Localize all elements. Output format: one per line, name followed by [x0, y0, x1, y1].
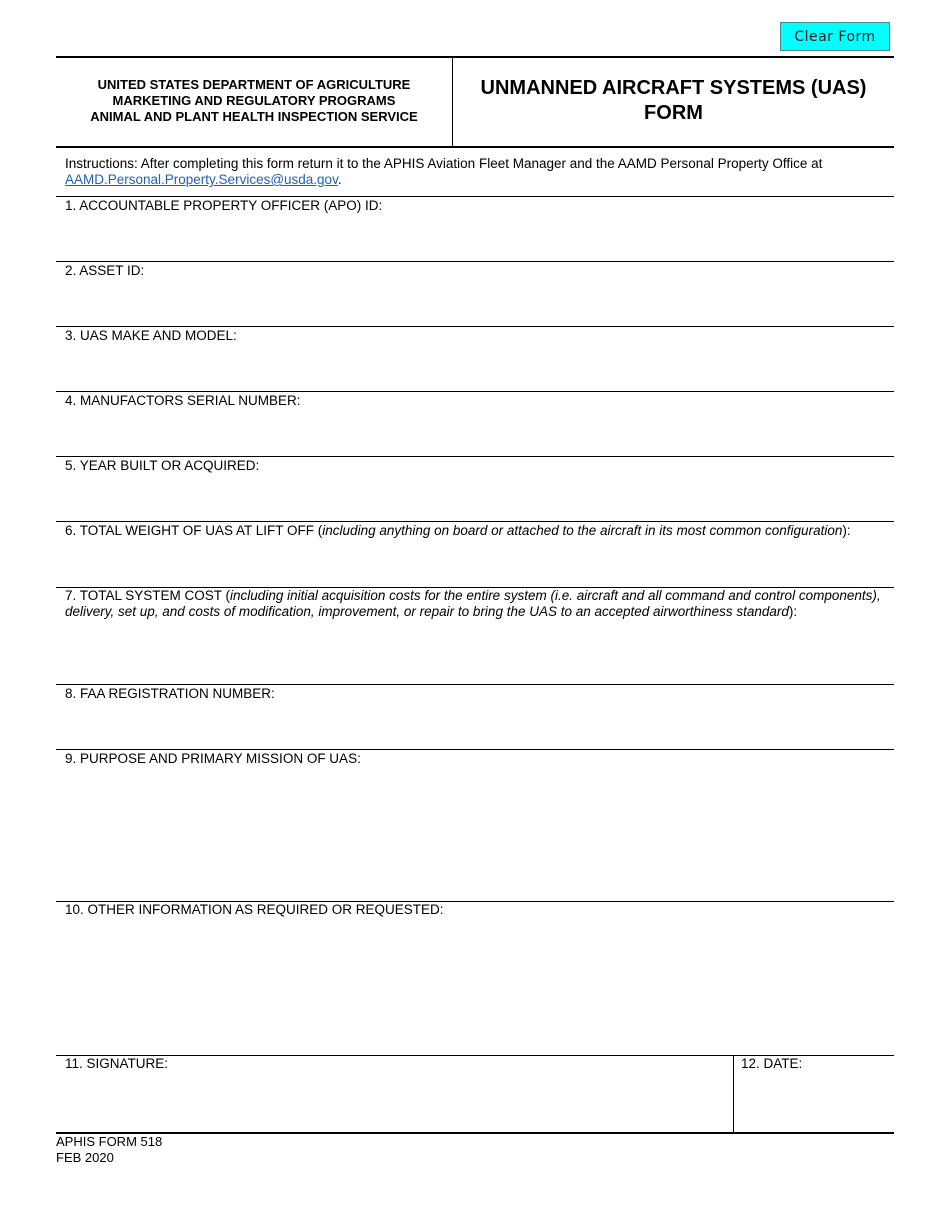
title-line-2: FORM: [644, 102, 703, 124]
field-8-label: 8. FAA REGISTRATION NUMBER:: [65, 686, 275, 701]
total-weight-field[interactable]: [56, 522, 894, 587]
field-7-note: including initial acquisition costs for the entire system (i.e. aircraft and all command and control components), delivery, set up, and costs of modification, improvement, or repair to bring the UAS to an accepted airworthiness standard: [65, 588, 881, 619]
field-2-label: 2. ASSET ID:: [65, 263, 145, 278]
total-cost-field[interactable]: [56, 588, 894, 684]
field-6-label-text: 6. TOTAL WEIGHT OF UAS AT LIFT OFF (: [65, 523, 323, 538]
date-field[interactable]: [734, 1056, 894, 1132]
asset-id-field[interactable]: [56, 262, 894, 326]
purpose-mission-field[interactable]: [56, 750, 894, 901]
form-date: FEB 2020: [56, 1150, 114, 1165]
header-top-rule: [56, 56, 894, 58]
agency-line-3: ANIMAL AND PLANT HEALTH INSPECTION SERVICE: [90, 109, 418, 124]
field-6-label-end: ):: [842, 523, 851, 538]
make-model-field[interactable]: [56, 327, 894, 391]
field-5-label: 5. YEAR BUILT OR ACQUIRED:: [65, 458, 260, 473]
year-built-field[interactable]: [56, 457, 894, 521]
field-7-label-end: ):: [788, 604, 798, 619]
email-link[interactable]: AAMD.Personal.Property.Services@usda.gov: [65, 172, 338, 187]
footer-rule: [56, 1132, 894, 1134]
agency-block: [56, 77, 452, 125]
field-11-label: 11. SIGNATURE:: [65, 1056, 169, 1071]
instructions-text: Instructions: After completing this form return it to the APHIS Aviation Fleet Manager and the AAMD Personal Property Office at: [65, 156, 823, 171]
field-3-label: 3. UAS MAKE AND MODEL:: [65, 328, 237, 343]
field-1-label: 1. ACCOUNTABLE PROPERTY OFFICER (APO) ID:: [65, 198, 383, 213]
form-number: APHIS FORM 518: [56, 1134, 163, 1149]
agency-line-1: UNITED STATES DEPARTMENT OF AGRICULTURE: [97, 77, 411, 92]
form-title: [453, 76, 894, 126]
field-6-note: including anything on board or attached to the aircraft in its most common configuration: [322, 523, 843, 538]
instructions-end: .: [337, 172, 342, 187]
faa-registration-field[interactable]: [56, 685, 894, 749]
field-10-label: 10. OTHER INFORMATION AS REQUIRED OR REQUESTED:: [65, 902, 444, 917]
header-bottom-rule: [56, 146, 894, 148]
form-footer: [56, 1134, 162, 1166]
serial-number-field[interactable]: [56, 392, 894, 456]
title-line-1: UNMANNED AIRCRAFT SYSTEMS (UAS): [480, 77, 867, 99]
clear-form-button[interactable]: Clear Form: [780, 22, 890, 51]
apo-id-field[interactable]: [56, 197, 894, 261]
other-info-field[interactable]: [56, 902, 894, 1055]
signature-field[interactable]: [56, 1056, 733, 1132]
field-4-label: 4. MANUFACTORS SERIAL NUMBER:: [65, 393, 301, 408]
field-12-label: 12. DATE:: [741, 1056, 803, 1071]
field-9-label: 9. PURPOSE AND PRIMARY MISSION OF UAS:: [65, 751, 361, 766]
agency-line-2: MARKETING AND REGULATORY PROGRAMS: [112, 93, 396, 108]
instructions: [65, 156, 885, 188]
field-7-label-text: 7. TOTAL SYSTEM COST (: [65, 588, 231, 603]
